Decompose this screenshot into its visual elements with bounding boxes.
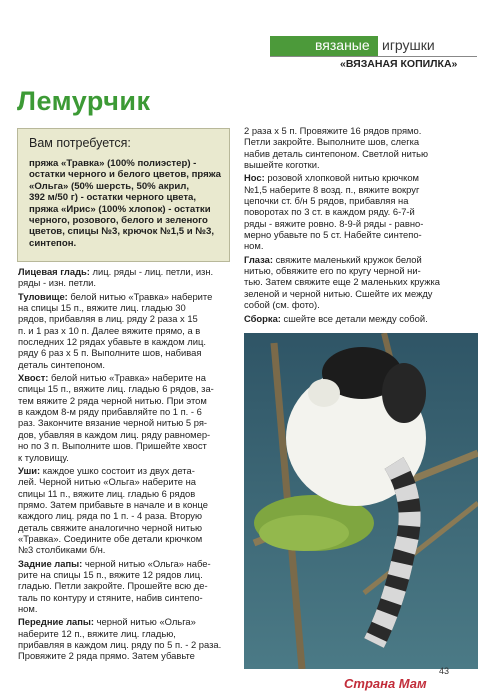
paragraph-tail: Хвост: белой нитью «Травка» наберите на спицы 15 п., вяжите лиц. гладью 6 рядов, за- тем вяжите 2 ряда черной нитью. При этом в каждом 8-м ряду прибавляйте по 1 п. - 6 раз. Закончите вязание черной нитью 5 ря- дов, убавляя в каждом лиц. ряду равномер- но по 3 п. Выполните шов. Пришейте хвост к туловищу. — [18, 372, 214, 463]
paragraph-eyes: Глаза: свяжите маленький кружок белой нитью, обвяжите его по кругу черной ни- тью. Затем свяжите еще 2 маленьких кружка зеленой и черной нитью. Сшейте их между собой (см. фото). — [244, 253, 440, 311]
section-subtitle: «ВЯЗАНАЯ КОПИЛКА» — [340, 58, 458, 70]
paragraph-stockinette: Лицевая гладь: лиц. ряды - лиц. петли, изн. ряды - изн. петли. — [18, 266, 214, 289]
watermark: Страна Мам — [344, 676, 427, 691]
header-word-toys: игрушки — [382, 37, 435, 53]
materials-heading: Вам потребуется: — [29, 136, 131, 150]
photo-illustration — [244, 333, 478, 669]
paragraph-ears: Уши: каждое ушко состоит из двух дета- лей. Черной нитью «Ольга» наберите на спицы 11 п., вяжите лиц. гладью 6 рядов прямо. Затем прибавьте в начале и в конце каждого лиц. ряда по 1 п. - 4 раза. Вторую деталь свяжите аналогично черной нитью «Травка». Соедините обе детали крючком №3 столбиками б/н. — [18, 464, 208, 556]
left-column — [18, 266, 234, 664]
paragraph-front-legs-cont: 2 раза х 5 п. Провяжите 16 рядов прямо. Петли закройте. Выполните шов, слегка набив деталь синтепоном. Светлой нитью вышейте коготки. — [244, 125, 429, 171]
materials-text: пряжа «Травка» (100% полиэстер) - остатки черного и белого цветов, пряжа «Ольга» (50% шерсть, 50% акрил, 392 м/50 г) - остатки черного цвета, пряжа «Ирис» (100% хлопок) - остатки черного, розового, белого и зеленого цветов, спицы №3, крючок №1,5 и №3, синтепон. — [29, 158, 221, 249]
materials-box — [17, 128, 230, 262]
paragraph-nose: Нос: розовой хлопковой нитью крючком №1,5 наберите 8 возд. п., вяжите вокруг цепочки ст. б/н 5 рядов, прибавляя на поворотах по 3 ст. в каждом ряду. 6-7-й ряды - вяжите ровно. 8-9-й ряды - равно- мерно убавьте по 5 ст. Набейте синтепо- ном. — [244, 172, 424, 252]
section-header — [270, 36, 477, 56]
header-word-knitted: вязаные — [315, 37, 370, 53]
right-column — [244, 125, 476, 326]
header-divider — [270, 56, 477, 57]
page-title: Лемурчик — [17, 86, 151, 116]
paragraph-hind-legs: Задние лапы: черной нитью «Ольга» набе- рите на спицы 15 п., вяжите 12 рядов лиц. гладью. Петли закройте. Прошейте всю де- таль по контуру и стяните, набив синтепо- ном. — [18, 557, 211, 614]
paragraph-front-legs: Передние лапы: черной нитью «Ольга» наберите 12 п., вяжите лиц. гладью, прибавляя в каждом лиц. ряду по 5 п. - 2 раза. Провяжите 2 ряда прямо. Затем убавьте — [18, 616, 222, 662]
lemur-toy-photo — [244, 333, 478, 669]
paragraph-assembly: Сборка: сшейте все детали между собой. — [244, 312, 428, 324]
page-number: 43 — [439, 666, 450, 676]
paragraph-body: Туловище: белой нитью «Травка» наберите на спицы 15 п., вяжите лиц. гладью 30 рядов, прибавляя в лиц. ряду 2 раза х 15 п. и 1 раз х 10 п. Далее вяжите прямо, а в последних 12 рядах убавьте в каждом лиц. ряду 6 раз х 5 п. Выполните шов, набивая деталь синтепоном. — [18, 290, 213, 370]
